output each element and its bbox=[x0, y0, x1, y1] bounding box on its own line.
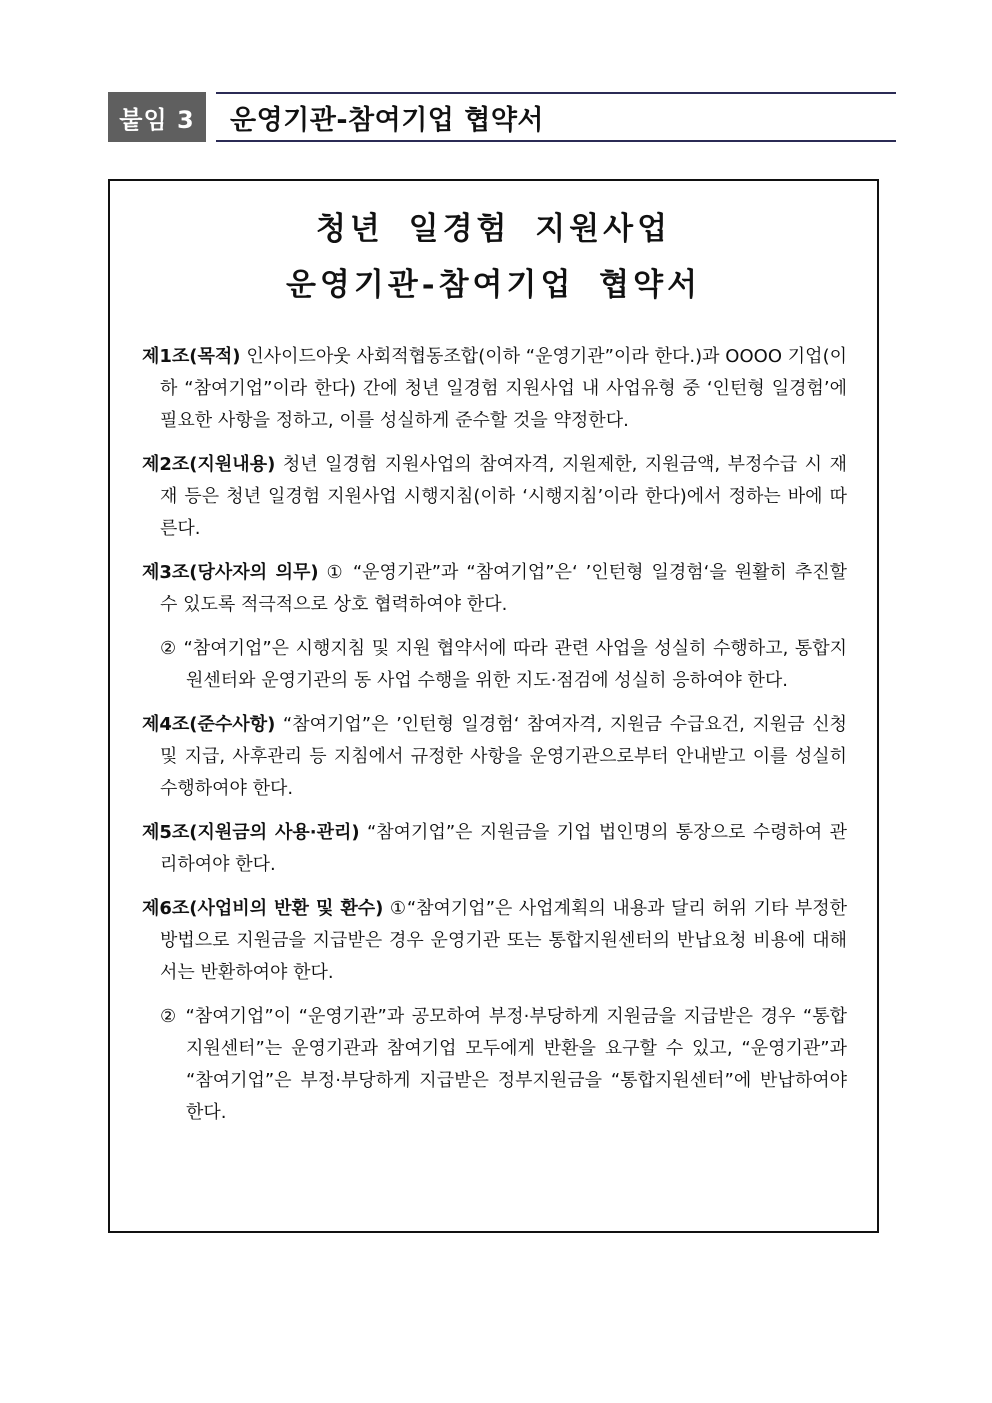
article-text: 청년 일경험 지원사업의 참여자격, 지원제한, 지원금액, 부정수급 시 재재 등은 청년 일경험 지원사업 시행지침(이하 ‘시행지침’이라 한다)에서 정하는 바에 따른다. bbox=[160, 454, 847, 539]
header-title: 운영기관-참여기업 협약서 bbox=[230, 104, 545, 136]
article-3 bbox=[142, 557, 847, 621]
article-1 bbox=[142, 341, 847, 437]
article-label: 제4조(준수사항) bbox=[142, 714, 276, 735]
article-text: “참여기업”은 ’인턴형 일경험‘ 참여자격, 지원금 수급요건, 지원금 신청 및 지급, 사후관리 등 지침에서 규정한 사항을 운영기관으로부터 안내받고 이를 성실히 수행하여야 한다. bbox=[160, 714, 847, 799]
article-3-clause-2: ② “참여기업”은 시행지침 및 지원 협약서에 따라 관련 사업을 성실히 수행하고, 통합지원센터와 운영기관의 동 사업 수행을 위한 지도·점검에 성실히 응하여야 한다. bbox=[160, 638, 847, 691]
document-title-line2: 운영기관-참여기업 협약서 bbox=[285, 267, 702, 303]
document-title-line1: 청년 일경험 지원사업 bbox=[315, 211, 672, 247]
article-4 bbox=[142, 709, 847, 805]
article-6-clause-2: ② “참여기업”이 “운영기관”과 공모하여 부정·부당하게 지원금을 지급받은 경우 “통합지원센터”는 운영기관과 참여기업 모두에게 반환을 요구할 수 있고, “운영기관”과 “참여기업”은 부정·부당하게 지급받은 정부지원금을 “통합지원센터”에 반납하여야 한다. bbox=[160, 1006, 847, 1123]
article-label: 제3조(당사자의 의무) bbox=[142, 562, 319, 583]
article-text: 인사이드아웃 사회적협동조합(이하 “운영기관”이라 한다.)과 OOOO 기업(이하 “참여기업”이라 한다) 간에 청년 일경험 지원사업 내 사업유형 중 ‘인턴형 일경험’에 필요한 사항을 정하고, 이를 성실하게 준수할 것을 약정한다. bbox=[160, 346, 847, 431]
article-text: “참여기업”은 지원금을 기업 법인명의 통장으로 수령하여 관리하여야 한다. bbox=[160, 822, 847, 875]
attachment-badge: 붙임 3 bbox=[108, 92, 206, 142]
article-label: 제6조(사업비의 반환 및 환수) bbox=[142, 898, 384, 919]
article-6 bbox=[142, 893, 847, 989]
article-label: 제2조(지원내용) bbox=[142, 454, 276, 475]
badge-separator bbox=[206, 92, 212, 142]
article-list bbox=[142, 341, 847, 1141]
article-5 bbox=[142, 817, 847, 881]
article-text: ① “운영기관”과 “참여기업”은‘ ’인턴형 일경험‘을 원활히 추진할 수 있도록 적극적으로 상호 협력하여야 한다. bbox=[160, 562, 847, 615]
header-title-bar bbox=[216, 92, 896, 142]
agreement-document bbox=[108, 179, 879, 1233]
article-2 bbox=[142, 449, 847, 545]
article-label: 제1조(목적) bbox=[142, 346, 241, 367]
attachment-header bbox=[108, 92, 896, 142]
article-label: 제5조(지원금의 사용·관리) bbox=[142, 822, 360, 843]
article-text: ①“참여기업”은 사업계획의 내용과 달리 허위 기타 부정한 방법으로 지원금을 지급받은 경우 운영기관 또는 통합지원센터의 반납요청 비용에 대해서는 반환하여야 한다. bbox=[160, 898, 848, 983]
